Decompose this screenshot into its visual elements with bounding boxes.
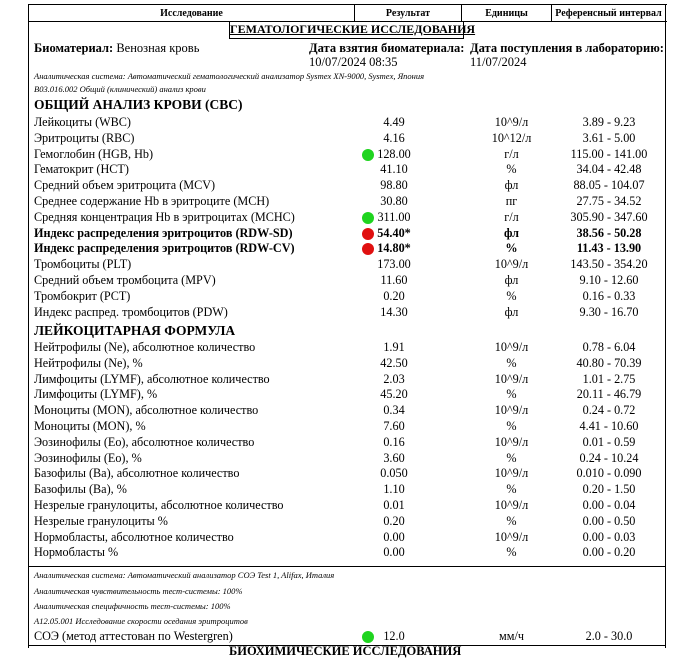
result-ref: 0.01 - 0.59 — [582, 434, 636, 449]
result-ref: 27.75 - 34.52 — [576, 194, 642, 208]
result-ref: 20.11 - 46.79 — [576, 387, 642, 402]
result-ref: 0.20 - 1.50 — [582, 482, 636, 497]
table-header — [29, 4, 667, 22]
result-ref: 11.43 - 13.90 — [576, 241, 642, 256]
result-unit: 10^9/л — [494, 340, 529, 354]
result-value: 4.49 — [383, 115, 405, 129]
header-ref: Референсный интервал — [555, 8, 662, 19]
result-row — [29, 289, 665, 305]
result-unit: % — [506, 513, 517, 528]
result-value: 41.10 — [380, 162, 408, 177]
result-row — [29, 514, 665, 530]
received-label: Дата поступления в лабораторию: — [470, 41, 664, 55]
result-value: 173.00 — [377, 257, 411, 272]
result-value: 128.00 — [377, 146, 411, 161]
biomaterial-value: Венозная кровь — [116, 41, 200, 55]
result-name: Средний объем эритроцита (MCV) — [34, 178, 216, 193]
result-name: Гемоглобин (HGB, Hb) — [34, 146, 154, 161]
result-row — [29, 387, 665, 403]
leuko-title: ЛЕЙКОЦИТАРНАЯ ФОРМУЛА — [34, 323, 236, 338]
result-row — [29, 194, 665, 210]
result-name: Средний объем тромбоцита (MPV) — [34, 273, 216, 287]
status-dot-icon — [362, 228, 374, 240]
result-value: 11.60 — [380, 273, 408, 287]
result-ref: 0.16 - 0.33 — [582, 288, 636, 303]
result-unit: 10^9/л — [494, 466, 529, 481]
result-value: 7.60 — [383, 419, 405, 433]
result-row — [29, 372, 665, 388]
result-ref: 3.61 - 5.00 — [582, 130, 636, 145]
result-name: Эозинофилы (Eo), % — [34, 450, 142, 465]
result-unit: % — [506, 288, 517, 303]
result-unit: г/л — [504, 209, 519, 224]
header-study: Исследование — [29, 5, 355, 22]
result-ref: 9.30 - 16.70 — [579, 304, 639, 319]
result-name: СОЭ (метод аттестован по Westergren) — [34, 629, 233, 643]
result-value: 98.80 — [380, 178, 408, 193]
result-ref: 0.00 - 0.50 — [582, 513, 636, 528]
result-value: 0.20 — [383, 288, 405, 303]
result-ref: 0.78 - 6.04 — [582, 340, 636, 354]
status-dot-icon — [362, 212, 374, 224]
result-name: Индекс распределения эритроцитов (RDW-CV) — [34, 241, 295, 256]
result-name: Нормобласты, абсолютное количество — [34, 529, 234, 544]
result-ref: 305.90 - 347.60 — [570, 209, 648, 224]
result-value: 42.50 — [380, 355, 408, 370]
result-value: 45.20 — [380, 387, 408, 402]
result-name: Индекс распределения эритроцитов (RDW-SD) — [34, 225, 293, 240]
result-unit: 10^9/л — [494, 371, 529, 386]
result-ref: 0.24 - 10.24 — [579, 450, 639, 465]
result-name: Моноциты (MON), абсолютное количество — [34, 403, 259, 418]
result-unit: 10^9/л — [494, 529, 529, 544]
result-row — [29, 356, 665, 372]
result-name: Гематокрит (HCT) — [34, 162, 129, 177]
result-row — [29, 451, 665, 467]
result-row — [29, 257, 665, 273]
result-value: 0.00 — [383, 545, 405, 560]
esr-system: Аналитическая система: Автоматический анализатор СОЭ Test 1, Alifax, Италия — [34, 570, 335, 580]
biomaterial-label: Биоматериал: Венозная кровь — [34, 41, 200, 55]
result-value: 0.050 — [380, 466, 408, 481]
result-ref: 1.01 - 2.75 — [582, 371, 636, 386]
result-row — [29, 226, 665, 242]
result-ref: 38.56 - 50.28 — [576, 225, 642, 240]
result-row — [29, 435, 665, 451]
result-row — [29, 545, 665, 561]
result-name: Тромбокрит (PCT) — [34, 288, 131, 303]
result-name: Моноциты (MON), % — [34, 419, 146, 433]
result-unit: пг — [505, 194, 518, 208]
divider — [29, 566, 665, 567]
result-unit: 10^9/л — [494, 498, 529, 512]
result-row — [29, 419, 665, 435]
result-value: 14.80* — [377, 241, 411, 256]
esr-row — [29, 629, 665, 645]
result-unit: % — [506, 450, 517, 465]
result-value: 1.10 — [383, 482, 405, 497]
result-value: 0.34 — [383, 403, 405, 418]
result-ref: 2.0 - 30.0 — [585, 629, 633, 643]
result-unit: фл — [504, 178, 519, 193]
result-name: Нормобласты % — [34, 545, 119, 560]
result-row — [29, 210, 665, 226]
result-value: 0.01 — [383, 498, 405, 512]
result-ref: 115.00 - 141.00 — [570, 146, 648, 161]
result-ref: 0.00 - 0.20 — [582, 545, 636, 560]
result-unit: % — [506, 162, 517, 177]
result-ref: 0.00 - 0.04 — [582, 498, 636, 512]
result-unit: 10^9/л — [494, 434, 529, 449]
result-value: 3.60 — [383, 450, 405, 465]
result-ref: 0.010 - 0.090 — [576, 466, 642, 481]
result-value: 4.16 — [383, 130, 405, 145]
result-row — [29, 482, 665, 498]
result-name: Лейкоциты (WBC) — [34, 115, 131, 129]
esr-sensitivity: Аналитическая чувствительность тест-системы: 100% — [34, 586, 243, 596]
result-name: Эозинофилы (Eo), абсолютное количество — [34, 434, 255, 449]
result-value: 54.40* — [377, 225, 411, 240]
result-unit: фл — [504, 304, 519, 319]
taken-label: Дата взятия биоматериала: — [309, 41, 465, 55]
result-unit: фл — [504, 225, 519, 240]
esr-code: A12.05.001 Исследование скорости оседания эритроцитов — [34, 616, 248, 626]
result-name: Лимфоциты (LYMF), % — [34, 387, 158, 402]
result-value: 1.91 — [383, 340, 405, 354]
result-row — [29, 498, 665, 514]
received-value: 11/07/2024 — [470, 55, 527, 69]
lab-report-sheet — [28, 4, 666, 658]
result-ref: 40.80 - 70.39 — [576, 355, 642, 370]
result-value: 311.00 — [377, 209, 411, 224]
result-ref: 0.24 - 0.72 — [582, 403, 636, 418]
result-name: Тромбоциты (PLT) — [34, 257, 132, 272]
result-name: Среднее содержание Hb в эритроците (MCH) — [34, 194, 270, 208]
result-name: Базофилы (Ba), абсолютное количество — [34, 466, 240, 481]
result-ref: 88.05 - 104.07 — [573, 178, 645, 193]
result-name: Нейтрофилы (Ne), абсолютное количество — [34, 340, 256, 354]
header-units: Единицы — [462, 5, 552, 22]
result-unit: % — [506, 355, 517, 370]
result-value: 0.16 — [383, 434, 405, 449]
result-unit: мм/ч — [499, 629, 524, 643]
result-unit: % — [505, 241, 518, 256]
result-name: Базофилы (Ba), % — [34, 482, 127, 497]
section-title: ГЕМАТОЛОГИЧЕСКИЕ ИССЛЕДОВАНИЯ — [229, 21, 464, 39]
result-name: Средняя концентрация Hb в эритроцитах (MCHC) — [34, 209, 295, 224]
result-unit: % — [506, 482, 517, 497]
result-unit: фл — [504, 273, 519, 287]
analysis-code: B03.016.002 Общий (клинический) анализ крови — [34, 84, 206, 94]
result-unit: % — [506, 419, 517, 433]
result-ref: 9.10 - 12.60 — [579, 273, 639, 287]
result-row — [29, 115, 665, 131]
result-unit: г/л — [504, 146, 519, 161]
result-value: 0.00 — [383, 529, 405, 544]
result-name: Незрелые гранулоциты % — [34, 513, 168, 528]
result-value: 30.80 — [380, 194, 408, 208]
result-row — [29, 305, 665, 321]
result-row — [29, 241, 665, 257]
result-value: 12.0 — [383, 629, 405, 643]
esr-specificity: Аналитическая специфичность тест-системы: 100% — [34, 601, 231, 611]
result-value: 0.20 — [383, 513, 405, 528]
result-ref: 0.00 - 0.03 — [582, 529, 636, 544]
result-name: Незрелые гранулоциты, абсолютное количество — [34, 498, 284, 512]
result-name: Индекс распред. тромбоцитов (PDW) — [34, 304, 228, 319]
result-row — [29, 178, 665, 194]
result-value: 14.30 — [380, 304, 408, 319]
result-row — [29, 273, 665, 289]
result-ref: 34.04 - 42.48 — [576, 162, 642, 177]
cbc-title: ОБЩИЙ АНАЛИЗ КРОВИ (CBC) — [34, 97, 243, 112]
result-unit: 10^9/л — [494, 403, 529, 418]
taken-value: 10/07/2024 08:35 — [309, 55, 398, 69]
result-row — [29, 131, 665, 147]
result-row — [29, 162, 665, 178]
result-unit: 10^9/л — [494, 257, 529, 272]
result-name: Лимфоциты (LYMF), абсолютное количество — [34, 371, 270, 386]
result-unit: % — [506, 387, 517, 402]
result-value: 2.03 — [383, 371, 405, 386]
result-unit: % — [506, 545, 517, 560]
result-name: Эритроциты (RBC) — [34, 130, 135, 145]
result-row — [29, 403, 665, 419]
result-ref: 3.89 - 9.23 — [582, 115, 636, 129]
header-result: Результат — [355, 5, 462, 22]
status-dot-icon — [362, 149, 374, 161]
result-row — [29, 466, 665, 482]
analyzer-note: Аналитическая система: Автоматический гематологический анализатор Sysmex XN-9000, Sysmex, Япония — [34, 71, 425, 81]
result-ref: 4.41 - 10.60 — [579, 419, 639, 433]
result-ref: 143.50 - 354.20 — [570, 257, 648, 272]
next-section-title: БИОХИМИЧЕСКИЕ ИССЛЕДОВАНИЯ — [229, 644, 462, 658]
result-unit: 10^9/л — [494, 115, 529, 129]
result-row — [29, 340, 665, 356]
result-unit: 10^12/л — [491, 130, 532, 145]
result-name: Нейтрофилы (Ne), % — [34, 355, 143, 370]
result-row — [29, 530, 665, 546]
result-row — [29, 147, 665, 163]
